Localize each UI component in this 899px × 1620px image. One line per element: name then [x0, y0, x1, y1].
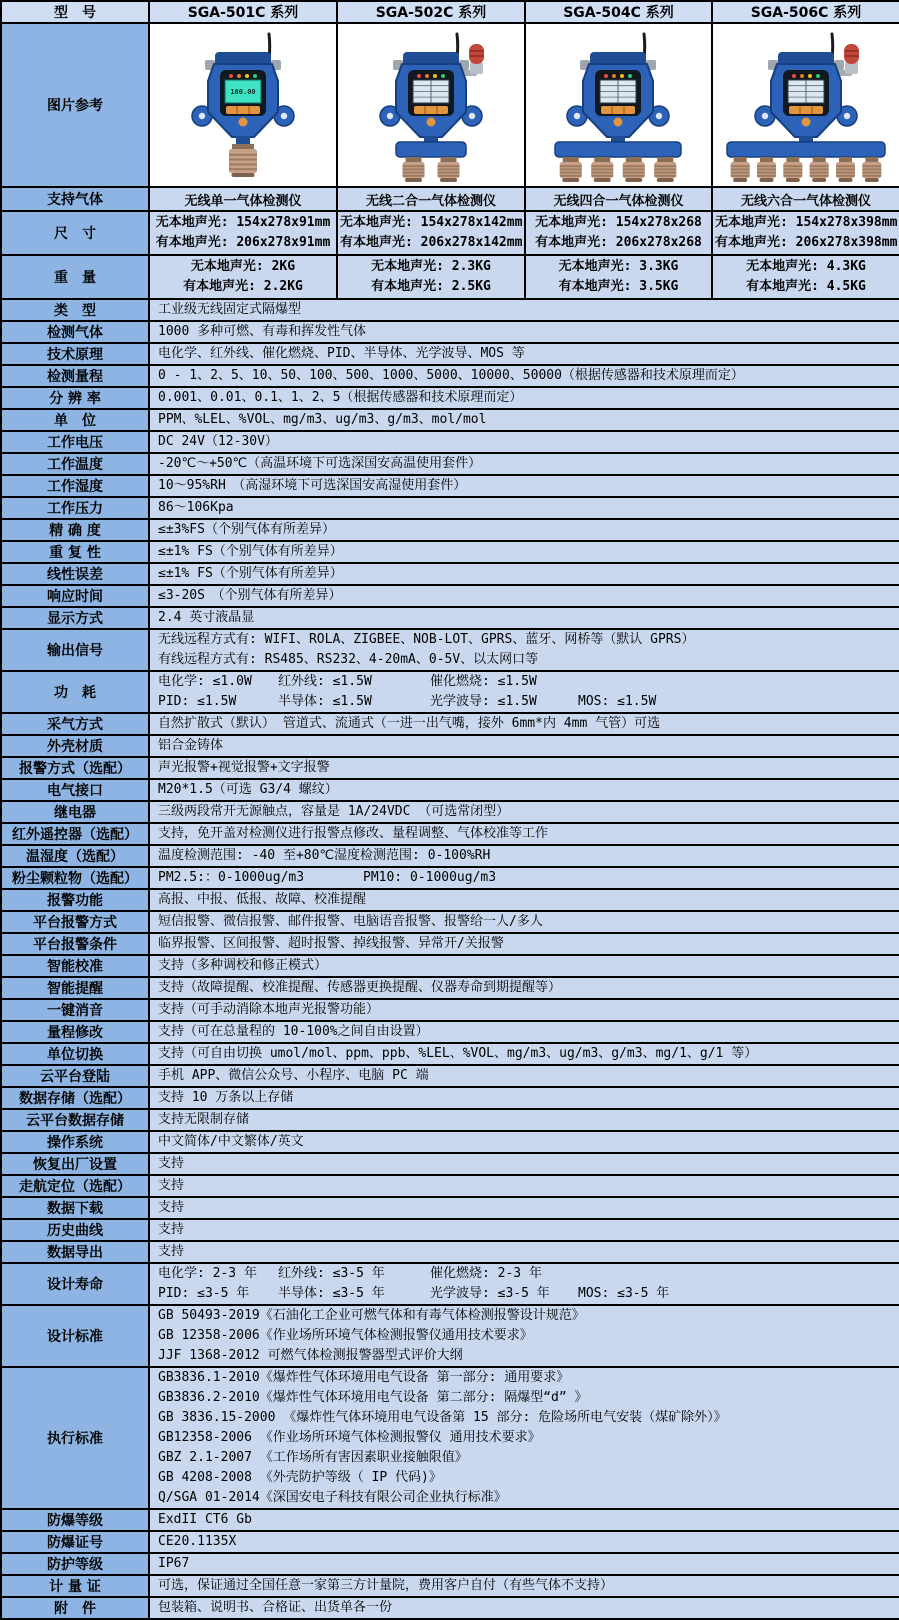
- supported-gas-value: 无线二合一气体检测仪: [337, 187, 525, 211]
- spec-row-label: 恢复出厂设置: [1, 1153, 149, 1175]
- spec-row: [1, 1305, 899, 1367]
- spec-row-label: 防爆证号: [1, 1531, 149, 1553]
- spec-row-value: [149, 1241, 899, 1263]
- spec-row-value: [149, 1575, 899, 1597]
- spec-row-value: [149, 387, 899, 409]
- spec-text-line: Q/SGA 01-2014《深国安电子科技有限公司企业执行标准》: [158, 1490, 507, 1505]
- spec-row-value: [149, 823, 899, 845]
- spec-text-line: 铝合金铸体: [158, 738, 224, 753]
- spec-text-line: 可选，保证通过全国任意一家第三方计量院，费用客户自付（有些气体不支持）: [158, 1578, 614, 1593]
- spec-row: [1, 607, 899, 629]
- spec-row: [1, 629, 899, 671]
- spec-row: [1, 409, 899, 431]
- spec-text-line: 支持（可自由切换 umol/mol、ppm、ppb、%LEL、%VOL、mg/m3、ug/m3、g/m3、mg/1、g/1 等）: [158, 1046, 758, 1061]
- spec-text-line: -20℃～+50℃（高温环境下可选深国安高温使用套件）: [158, 456, 482, 471]
- spec-text-line: 支持: [158, 1222, 185, 1237]
- spec-text-line: ≤±3%FS（个别气体有所差异）: [158, 522, 335, 537]
- spec-row-value: [149, 1175, 899, 1197]
- spec-row: [1, 343, 899, 365]
- spec-row-value: [149, 1109, 899, 1131]
- spec-text-line: PM2.5:：0-1000ug/m3 PM10: 0-1000ug/m3: [158, 870, 497, 885]
- compare-row-dimensions: [1, 211, 899, 255]
- supported-gas-value: 无线六合一气体检测仪: [712, 187, 899, 211]
- spec-row: [1, 1153, 899, 1175]
- spec-row-label: 工作温度: [1, 453, 149, 475]
- weight-value: 无本地声光: 3.3KG 有本地声光: 3.5KG: [525, 255, 712, 299]
- spec-row: [1, 1367, 899, 1509]
- series-header-sga-504c: SGA-504C 系列: [525, 1, 712, 23]
- spec-row-label: 云平台数据存储: [1, 1109, 149, 1131]
- spec-row: [1, 823, 899, 845]
- spec-text-line: 电化学: ≤1.0W 红外线: ≤1.5W 催化燃烧: ≤1.5W: [158, 674, 537, 689]
- spec-row-value: [149, 867, 899, 889]
- spec-text-line: GB 12358-2006《作业场所环境气体检测报警仪通用技术要求》: [158, 1328, 533, 1343]
- spec-row-value: [149, 713, 899, 735]
- svg-text:100.00: 100.00: [229, 88, 256, 96]
- product-image-cell-2: [337, 23, 525, 187]
- spec-row-label: 工作压力: [1, 497, 149, 519]
- spec-row-value: [149, 779, 899, 801]
- spec-row-label: 数据下载: [1, 1197, 149, 1219]
- spec-text-line: 短信报警、微信报警、邮件报警、电脑语音报警、报警给一人/多人: [158, 914, 543, 929]
- spec-text-line: ExdII CT6 Gb: [158, 1512, 252, 1527]
- spec-text-line: 支持 10 万条以上存储: [158, 1090, 294, 1105]
- spec-row-value: [149, 1367, 899, 1509]
- spec-row-value: [149, 343, 899, 365]
- spec-row-label: 继电器: [1, 801, 149, 823]
- spec-row: [1, 757, 899, 779]
- spec-text-line: 温度检测范围: -40 至+80℃湿度检测范围: 0-100%RH: [158, 848, 491, 863]
- spec-row-label: 单位切换: [1, 1043, 149, 1065]
- spec-row-value: [149, 933, 899, 955]
- spec-row-value: [149, 321, 899, 343]
- spec-row: [1, 1531, 899, 1553]
- spec-row: [1, 1575, 899, 1597]
- spec-row: [1, 585, 899, 607]
- spec-text-line: 2.4 英寸液晶显: [158, 610, 255, 625]
- spec-row: [1, 1241, 899, 1263]
- spec-row: [1, 497, 899, 519]
- spec-text-line: 支持（可在总量程的 10-100%之间自由设置）: [158, 1024, 429, 1039]
- spec-row: [1, 1553, 899, 1575]
- spec-row-value: [149, 845, 899, 867]
- dimensions-value: 无本地声光: 154x278x91mm 有本地声光: 206x278x91mm: [149, 211, 337, 255]
- spec-text-line: 支持无限制存储: [158, 1112, 250, 1127]
- spec-row-value: [149, 1131, 899, 1153]
- spec-text-line: 有线远程方式有: RS485、RS232、4-20mA、0-5V、以太网口等: [158, 652, 539, 667]
- spec-row: [1, 1065, 899, 1087]
- spec-text-line: PID: ≤3-5 年 半导体: ≤3-5 年 光学波导: ≤3-5 年 MOS: ≤3-5 年: [158, 1286, 670, 1301]
- spec-text-line: IP67: [158, 1556, 190, 1571]
- spec-row-value: [149, 409, 899, 431]
- weight-value: 无本地声光: 2KG 有本地声光: 2.2KG: [149, 255, 337, 299]
- spec-row-label: 计 量 证: [1, 1575, 149, 1597]
- spec-row-value: [149, 1087, 899, 1109]
- weight-value: 无本地声光: 4.3KG 有本地声光: 4.5KG: [712, 255, 899, 299]
- spec-row-label: 平台报警方式: [1, 911, 149, 933]
- spec-row-value: [149, 735, 899, 757]
- spec-row-label: 平台报警条件: [1, 933, 149, 955]
- spec-row-label: 重 复 性: [1, 541, 149, 563]
- spec-row: [1, 671, 899, 713]
- spec-text-line: 1000 多种可燃、有毒和挥发性气体: [158, 324, 367, 339]
- spec-row: [1, 1219, 899, 1241]
- spec-text-line: 支持: [158, 1178, 185, 1193]
- spec-row-value: [149, 1509, 899, 1531]
- spec-row-value: [149, 801, 899, 823]
- spec-row: [1, 563, 899, 585]
- spec-row-label: 云平台登陆: [1, 1065, 149, 1087]
- compare-row-supported-gas: [1, 187, 899, 211]
- spec-text-line: 包装箱、说明书、合格证、出货单各一份: [158, 1600, 393, 1615]
- product-image-cell-1: [149, 23, 337, 187]
- spec-text-line: 86～106Kpa: [158, 500, 234, 515]
- spec-text-line: 电化学、红外线、催化燃烧、PID、半导体、光学波导、MOS 等: [158, 346, 525, 361]
- spec-row-value: [149, 519, 899, 541]
- spec-row-label: 操作系统: [1, 1131, 149, 1153]
- spec-row-value: [149, 1263, 899, 1305]
- spec-row: [1, 321, 899, 343]
- spec-row-value: [149, 1043, 899, 1065]
- weight-value: 无本地声光: 2.3KG 有本地声光: 2.5KG: [337, 255, 525, 299]
- spec-row: [1, 933, 899, 955]
- spec-row-value: [149, 365, 899, 387]
- spec-text-line: GB 3836.15-2000 《爆炸性气体环境用电气设备第 15 部分: 危险场所电气安装（煤矿除外）》: [158, 1410, 727, 1425]
- spec-row-label: 线性误差: [1, 563, 149, 585]
- spec-row-value: [149, 475, 899, 497]
- spec-row: [1, 1131, 899, 1153]
- spec-row-label: 历史曲线: [1, 1219, 149, 1241]
- spec-row-label: 响应时间: [1, 585, 149, 607]
- spec-row-label: 报警方式（选配）: [1, 757, 149, 779]
- spec-row: [1, 999, 899, 1021]
- spec-row-label: 功 耗: [1, 671, 149, 713]
- spec-row: [1, 845, 899, 867]
- spec-text-line: GB 4208-2008 《外壳防护等级（ IP 代码)》: [158, 1470, 442, 1485]
- spec-row: [1, 735, 899, 757]
- spec-row-label: 类 型: [1, 299, 149, 321]
- spec-row: [1, 431, 899, 453]
- spec-text-line: 中文简体/中文繁体/英文: [158, 1134, 304, 1149]
- series-header-sga-502c: SGA-502C 系列: [337, 1, 525, 23]
- spec-row-label: 粉尘颗粒物（选配）: [1, 867, 149, 889]
- spec-row-label: 红外遥控器（选配）: [1, 823, 149, 845]
- spec-row: [1, 713, 899, 735]
- spec-row-value: [149, 629, 899, 671]
- dimensions-value: 无本地声光: 154x278x268 有本地声光: 206x278x268: [525, 211, 712, 255]
- spec-text-line: ≤±1% FS（个别气体有所差异）: [158, 544, 343, 559]
- spec-row-value: [149, 1553, 899, 1575]
- spec-row-label: 附 件: [1, 1597, 149, 1619]
- spec-row-label: 工作电压: [1, 431, 149, 453]
- spec-row-value: [149, 497, 899, 519]
- spec-row-label: 执行标准: [1, 1367, 149, 1509]
- spec-row: [1, 453, 899, 475]
- spec-row-label: 智能提醒: [1, 977, 149, 999]
- spec-row: [1, 1263, 899, 1305]
- spec-row: [1, 387, 899, 409]
- spec-row: [1, 1043, 899, 1065]
- spec-row-label: 温湿度（选配）: [1, 845, 149, 867]
- spec-row-label: 输出信号: [1, 629, 149, 671]
- spec-row: [1, 1109, 899, 1131]
- spec-text-line: 10～95%RH （高湿环境下可选深国安高湿使用套件）: [158, 478, 467, 493]
- spec-row: [1, 1021, 899, 1043]
- spec-row-label: 设计寿命: [1, 1263, 149, 1305]
- series-header-sga-506c: SGA-506C 系列: [712, 1, 899, 23]
- spec-row: [1, 1175, 899, 1197]
- spec-row-value: [149, 1153, 899, 1175]
- spec-row-label: 报警功能: [1, 889, 149, 911]
- spec-text-line: 支持: [158, 1244, 185, 1259]
- dimensions-value: 无本地声光: 154x278x142mm 有本地声光: 206x278x142mm: [337, 211, 525, 255]
- model-label: 型 号: [1, 1, 149, 23]
- spec-row-label: 显示方式: [1, 607, 149, 629]
- dimensions-value: 无本地声光: 154x278x398mm 有本地声光: 206x278x398mm: [712, 211, 899, 255]
- product-image-cell-3: [525, 23, 712, 187]
- spec-row-label: 电气接口: [1, 779, 149, 801]
- row-label: 支持气体: [1, 187, 149, 211]
- spec-text-line: CE20.1135X: [158, 1534, 237, 1549]
- spec-text-line: 三级两段常开无源触点，容量是 1A/24VDC （可选常闭型）: [158, 804, 510, 819]
- spec-text-line: 手机 APP、微信公众号、小程序、电脑 PC 端: [158, 1068, 429, 1083]
- spec-row-label: 数据导出: [1, 1241, 149, 1263]
- spec-text-line: 支持: [158, 1156, 185, 1171]
- spec-row-value: [149, 955, 899, 977]
- spec-text-line: DC 24V（12-30V）: [158, 434, 278, 449]
- spec-row-value: [149, 563, 899, 585]
- spec-row-value: [149, 1531, 899, 1553]
- spec-row-value: [149, 1597, 899, 1619]
- spec-row: [1, 519, 899, 541]
- spec-row: [1, 475, 899, 497]
- spec-row-label: 走航定位（选配）: [1, 1175, 149, 1197]
- spec-row-label: 精 确 度: [1, 519, 149, 541]
- spec-text-line: 0.001、0.01、0.1、1、2、5（根据传感器和技术原理而定）: [158, 390, 523, 405]
- spec-row-value: [149, 1197, 899, 1219]
- spec-row: [1, 911, 899, 933]
- spec-row-value: [149, 1021, 899, 1043]
- spec-row-value: [149, 299, 899, 321]
- spec-row: [1, 1509, 899, 1531]
- spec-text-line: 支持（故障提醒、校准提醒、传感器更换提醒、仪器寿命到期提醒等）: [158, 980, 562, 995]
- spec-row-label: 检测气体: [1, 321, 149, 343]
- spec-row-value: [149, 1219, 899, 1241]
- spec-row: [1, 801, 899, 823]
- spec-row-value: [149, 541, 899, 563]
- spec-row: [1, 867, 899, 889]
- spec-row-value: [149, 757, 899, 779]
- spec-row-value: [149, 607, 899, 629]
- supported-gas-value: 无线四合一气体检测仪: [525, 187, 712, 211]
- spec-text-line: GB12358-2006 《作业场所环境气体检测报警仪 通用技术要求》: [158, 1430, 541, 1445]
- spec-row: [1, 299, 899, 321]
- header-row: [1, 1, 899, 23]
- spec-row: [1, 955, 899, 977]
- spec-text-line: GB 50493-2019《石油化工企业可燃气体和有毒气体检测报警设计规范》: [158, 1308, 585, 1323]
- spec-row-value: [149, 1065, 899, 1087]
- spec-text-line: 声光报警+视觉报警+文字报警: [158, 760, 330, 775]
- spec-row-label: 外壳材质: [1, 735, 149, 757]
- spec-text-line: M20*1.5（可选 G3/4 螺纹）: [158, 782, 338, 797]
- spec-row-value: [149, 999, 899, 1021]
- spec-row-label: 工作湿度: [1, 475, 149, 497]
- spec-text-line: PID: ≤1.5W 半导体: ≤1.5W 光学波导: ≤1.5W MOS: ≤1.5W: [158, 694, 657, 709]
- gas-detector-illustration-sga-501c: [153, 24, 334, 182]
- image-row: [1, 23, 899, 187]
- spec-text-line: 支持（可手动消除本地声光报警功能）: [158, 1002, 380, 1017]
- spec-row-label: 防爆等级: [1, 1509, 149, 1531]
- row-label: 重 量: [1, 255, 149, 299]
- spec-row-label: 单 位: [1, 409, 149, 431]
- spec-row: [1, 779, 899, 801]
- spec-text-line: 无线远程方式有: WIFI、ROLA、ZIGBEE、NOB-LOT、GPRS、蓝牙、网桥等（默认 GPRS）: [158, 632, 695, 647]
- series-header-sga-501c: SGA-501C 系列: [149, 1, 337, 23]
- spec-text-line: GB3836.1-2010《爆炸性气体环境用电气设备 第一部分: 通用要求》: [158, 1370, 570, 1385]
- spec-row-label: 检测量程: [1, 365, 149, 387]
- spec-row-label: 技术原理: [1, 343, 149, 365]
- spec-text-line: GBZ 2.1-2007 《工作场所有害因素职业接触限值》: [158, 1450, 468, 1465]
- spec-row-value: [149, 671, 899, 713]
- spec-row: [1, 1087, 899, 1109]
- product-image-cell-4: [712, 23, 899, 187]
- spec-row-value: [149, 911, 899, 933]
- spec-row-label: 一键消音: [1, 999, 149, 1021]
- spec-text-line: 电化学: 2-3 年 红外线: ≤3-5 年 催化燃烧: 2-3 年: [158, 1266, 542, 1281]
- supported-gas-value: 无线单一气体检测仪: [149, 187, 337, 211]
- spec-row-label: 采气方式: [1, 713, 149, 735]
- spec-row: [1, 1197, 899, 1219]
- spec-row: [1, 889, 899, 911]
- spec-text-line: 支持: [158, 1200, 185, 1215]
- spec-text-line: JJF 1368-2012 可燃气体检测报警器型式评价大纲: [158, 1348, 463, 1363]
- gas-detector-illustration-sga-506c: [716, 24, 897, 182]
- spec-text-line: 支持（多种调校和修正模式）: [158, 958, 328, 973]
- spec-text-line: ≤±1% FS（个别气体有所差异）: [158, 566, 343, 581]
- spec-row: [1, 541, 899, 563]
- compare-row-weight: [1, 255, 899, 299]
- spec-row-value: [149, 585, 899, 607]
- spec-row-label: 设计标准: [1, 1305, 149, 1367]
- spec-row-value: [149, 431, 899, 453]
- spec-row: [1, 365, 899, 387]
- spec-row-label: 智能校准: [1, 955, 149, 977]
- spec-text-line: 临界报警、区间报警、超时报警、掉线报警、异常开/关报警: [158, 936, 504, 951]
- gas-detector-illustration-sga-504c: [528, 24, 709, 182]
- spec-row-value: [149, 889, 899, 911]
- spec-row-value: [149, 453, 899, 475]
- spec-text-line: 自然扩散式（默认） 管道式、流通式（一进一出气嘴，接外 6mm*内 4mm 气管）可选: [158, 716, 661, 731]
- spec-row-label: 量程修改: [1, 1021, 149, 1043]
- spec-row-value: [149, 1305, 899, 1367]
- spec-row-label: 分 辨 率: [1, 387, 149, 409]
- spec-text-line: 工业级无线固定式隔爆型: [158, 302, 302, 317]
- gas-detector-illustration-sga-502c: [341, 24, 522, 182]
- spec-text-line: GB3836.2-2010《爆炸性气体环境用电气设备 第二部分: 隔爆型“d” 》: [158, 1390, 588, 1405]
- spec-text-line: 0 - 1、2、5、10、50、100、500、1000、5000、10000、50000（根据传感器和技术原理而定）: [158, 368, 744, 383]
- spec-text-line: PPM、%LEL、%VOL、mg/m3、ug/m3、g/m3、mol/mol: [158, 412, 487, 427]
- spec-text-line: 高报、中报、低报、故障、校准提醒: [158, 892, 367, 907]
- spec-row-label: 防护等级: [1, 1553, 149, 1575]
- spec-row-label: 数据存储（选配）: [1, 1087, 149, 1109]
- image-row-label: 图片参考: [1, 23, 149, 187]
- row-label: 尺 寸: [1, 211, 149, 255]
- spec-row: [1, 1597, 899, 1619]
- spec-text-line: 支持，免开盖对检测仪进行报警点修改、量程调整、气体校准等工作: [158, 826, 549, 841]
- spec-row-value: [149, 977, 899, 999]
- spec-text-line: ≤3-20S （个别气体有所差异）: [158, 588, 342, 603]
- spec-row: [1, 977, 899, 999]
